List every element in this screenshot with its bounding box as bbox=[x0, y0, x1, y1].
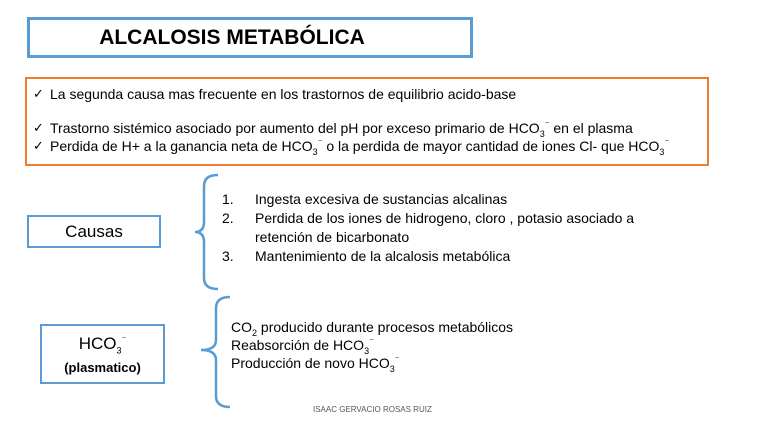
point-1-text: La segunda causa mas frecuente en los trastornos de equilibrio acido-base bbox=[50, 86, 517, 102]
point-3-text: Perdida de H+ a la ganancia neta de $HCO_3^{^-}$ o la perdida de mayor cantidad de iones Cl- que $HCO_3^{^-}$ bbox=[50, 137, 670, 157]
causas-label: Causas bbox=[65, 221, 123, 241]
checkmark-icon: ✓ bbox=[33, 138, 44, 153]
hco3-list bbox=[231, 318, 513, 372]
list-item: $CO_2$ producido durante procesos metabólicos bbox=[231, 319, 514, 338]
hco3-brace-icon bbox=[198, 294, 234, 410]
list-item: Producción de novo $HCO_3^{^-}$ bbox=[231, 354, 400, 374]
key-points-box bbox=[25, 77, 709, 166]
causas-list bbox=[222, 190, 742, 266]
list-item: Reabsorción de $HCO_3^{^-}$ bbox=[231, 336, 374, 356]
checkmark-icon: ✓ bbox=[33, 120, 44, 135]
hco3-box bbox=[40, 324, 165, 384]
causas-brace-icon bbox=[192, 172, 222, 292]
list-item: 2. Perdida de los iones de hidrogeno, cloro , potasio asociado a retención de bicarbonato bbox=[222, 210, 635, 245]
title-box bbox=[27, 17, 473, 58]
list-item: 1. Ingesta excesiva de sustancias alcalinas bbox=[222, 191, 508, 207]
footer-author: ISAAC GERVACIO ROSAS RUIZ bbox=[313, 405, 432, 414]
point-2-text: Trastorno sistémico asociado por aumento del pH por exceso primario de $HCO_3^{^-}$ en el plasma bbox=[50, 119, 633, 139]
hco3-label: $HCO_3^{^-}$ bbox=[78, 334, 127, 356]
point-3 bbox=[33, 137, 707, 155]
slide-title: ALCALOSIS METABÓLICA bbox=[99, 25, 365, 49]
point-2 bbox=[33, 119, 707, 137]
checkmark-icon: ✓ bbox=[33, 86, 44, 101]
list-item: 3. Mantenimiento de la alcalosis metabólica bbox=[222, 248, 511, 264]
point-1 bbox=[33, 85, 707, 103]
hco3-note: (plasmatico) bbox=[64, 360, 141, 375]
causas-box bbox=[27, 215, 161, 248]
